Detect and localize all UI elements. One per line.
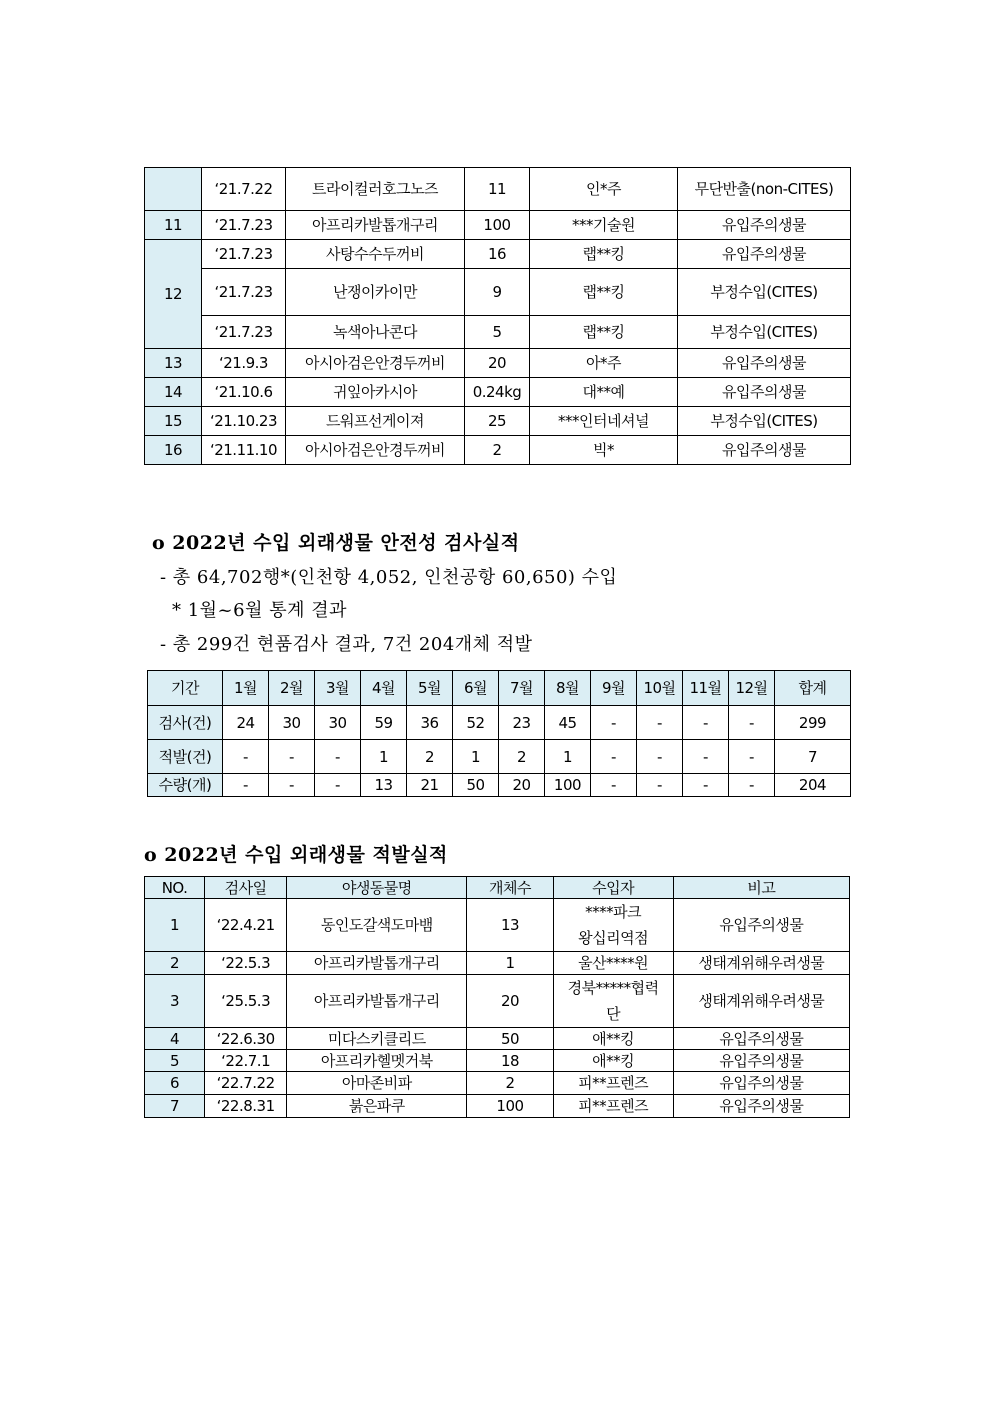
header-month: 8월	[545, 671, 591, 706]
header-month: 10월	[637, 671, 683, 706]
cell-species: 아프리카발톱개구리	[287, 975, 467, 1028]
cell-importer: ***기술원	[530, 211, 678, 240]
cell-date: ‘22.5.3	[205, 952, 287, 975]
cell-date: ‘21.7.23	[202, 211, 286, 240]
cell-no: 7	[145, 1095, 205, 1118]
cell-species: 아프리카발톱개구리	[286, 211, 465, 240]
cell-value: -	[315, 740, 361, 774]
header-month: 11월	[683, 671, 729, 706]
table-row	[145, 378, 851, 407]
cell-no: 15	[145, 407, 202, 436]
cell-date: ‘21.9.3	[202, 349, 286, 378]
cell-qty: 2	[467, 1072, 553, 1095]
cell-value: -	[729, 774, 775, 797]
cell-value: 36	[407, 706, 453, 740]
cell-date: ‘21.7.23	[202, 316, 286, 349]
cell-note: 유입주의생물	[678, 436, 851, 465]
monthly-inspection-table	[147, 670, 851, 797]
cell-qty: 100	[467, 1095, 553, 1118]
cell-note: 유입주의생물	[678, 240, 851, 269]
table-row	[145, 1028, 850, 1050]
table-row	[148, 740, 851, 774]
cell-date: ‘21.11.10	[202, 436, 286, 465]
table-row	[145, 1095, 850, 1118]
cell-importer: 피**프렌즈	[553, 1095, 673, 1118]
cell-value: -	[637, 740, 683, 774]
header-period: 기간	[148, 671, 223, 706]
cell-qty: 18	[467, 1050, 553, 1072]
cell-qty: 5	[465, 316, 530, 349]
cell-value: -	[315, 774, 361, 797]
cell-species: 아시아검은안경두꺼비	[286, 349, 465, 378]
header-qty: 개체수	[467, 877, 553, 899]
bullet-footnote: * 1월~6월 통계 결과	[172, 600, 347, 621]
cell-value: -	[223, 740, 269, 774]
cell-date: ‘22.7.22	[205, 1072, 287, 1095]
cell-value: 13	[361, 774, 407, 797]
header-month: 1월	[223, 671, 269, 706]
table-row	[145, 899, 850, 952]
cell-value: -	[729, 706, 775, 740]
cell-note: 무단반출(non-CITES)	[678, 168, 851, 211]
cell-date: ‘21.10.23	[202, 407, 286, 436]
cell-note: 유입주의생물	[673, 1028, 849, 1050]
cell-value: -	[637, 706, 683, 740]
cell-date: ‘21.10.6	[202, 378, 286, 407]
section-heading-seizures: o 2022년 수입 외래생물 적발실적	[144, 844, 448, 866]
row-label: 검사(건)	[148, 706, 223, 740]
cell-note: 생태계위해우려생물	[673, 952, 849, 975]
cell-no: 16	[145, 436, 202, 465]
header-date: 검사일	[205, 877, 287, 899]
cell-importer: 아*주	[530, 349, 678, 378]
cell-no: 4	[145, 1028, 205, 1050]
cell-no: 14	[145, 378, 202, 407]
cell-species: 아프리카발톱개구리	[287, 952, 467, 975]
cell-total: 204	[775, 774, 851, 797]
cell-importer: 피**프렌즈	[553, 1072, 673, 1095]
cell-qty: 50	[467, 1028, 553, 1050]
cell-qty: 2	[465, 436, 530, 465]
cell-value: 23	[499, 706, 545, 740]
cell-value: 100	[545, 774, 591, 797]
cell-value: -	[637, 774, 683, 797]
table-row	[145, 952, 850, 975]
cell-importer: 랩**킹	[530, 316, 678, 349]
cell-qty: 16	[465, 240, 530, 269]
cell-qty: 1	[467, 952, 553, 975]
cell-value: 50	[453, 774, 499, 797]
cell-species: 트라이컬러호그노즈	[286, 168, 465, 211]
table-row	[145, 407, 851, 436]
cell-no: 6	[145, 1072, 205, 1095]
header-total: 합계	[775, 671, 851, 706]
cell-value: 1	[545, 740, 591, 774]
cell-note: 유입주의생물	[673, 1072, 849, 1095]
header-note: 비고	[673, 877, 849, 899]
header-month: 12월	[729, 671, 775, 706]
cell-value: -	[223, 774, 269, 797]
seizure-table-2021	[144, 167, 851, 465]
cell-value: 30	[315, 706, 361, 740]
cell-species: 난쟁이카이만	[286, 269, 465, 316]
cell-value: -	[591, 774, 637, 797]
cell-value: 20	[499, 774, 545, 797]
cell-value: 52	[453, 706, 499, 740]
header-month: 2월	[269, 671, 315, 706]
cell-note: 부정수입(CITES)	[678, 316, 851, 349]
row-label: 수량(개)	[148, 774, 223, 797]
cell-value: -	[683, 774, 729, 797]
cell-no	[145, 168, 202, 211]
table-row	[145, 240, 851, 269]
cell-value: -	[729, 740, 775, 774]
cell-note: 유입주의생물	[678, 378, 851, 407]
cell-note: 유입주의생물	[673, 1095, 849, 1118]
header-month: 7월	[499, 671, 545, 706]
cell-value: -	[269, 740, 315, 774]
cell-importer: ****파크 왕십리역점	[553, 899, 673, 952]
header-month: 3월	[315, 671, 361, 706]
cell-no: 11	[145, 211, 202, 240]
cell-date: ‘22.4.21	[205, 899, 287, 952]
table-row	[145, 269, 851, 316]
cell-importer: 대**예	[530, 378, 678, 407]
cell-importer: 애**킹	[553, 1050, 673, 1072]
cell-no: 1	[145, 899, 205, 952]
cell-date: ‘22.7.1	[205, 1050, 287, 1072]
table-row	[148, 706, 851, 740]
cell-species: 아마존비파	[287, 1072, 467, 1095]
cell-date: ‘21.7.22	[202, 168, 286, 211]
cell-date: ‘21.7.23	[202, 269, 286, 316]
cell-species: 미다스키클리드	[287, 1028, 467, 1050]
cell-total: 299	[775, 706, 851, 740]
header-importer: 수입자	[553, 877, 673, 899]
cell-importer: 인*주	[530, 168, 678, 211]
table-header-row	[148, 671, 851, 706]
cell-qty: 20	[467, 975, 553, 1028]
table-row	[145, 349, 851, 378]
cell-no: 3	[145, 975, 205, 1028]
cell-value: -	[269, 774, 315, 797]
cell-value: 21	[407, 774, 453, 797]
header-no: NO.	[145, 877, 205, 899]
bullet-total-imports: - 총 64,702행*(인천항 4,052, 인천공항 60,650) 수입	[160, 567, 618, 588]
row-label: 적발(건)	[148, 740, 223, 774]
table-row	[145, 975, 850, 1028]
cell-qty: 13	[467, 899, 553, 952]
cell-qty: 11	[465, 168, 530, 211]
cell-note: 유입주의생물	[678, 211, 851, 240]
cell-species: 아프리카헬멧거북	[287, 1050, 467, 1072]
table-row	[145, 1050, 850, 1072]
cell-species: 녹색아나콘다	[286, 316, 465, 349]
header-month: 5월	[407, 671, 453, 706]
cell-no: 2	[145, 952, 205, 975]
header-species: 야생동물명	[287, 877, 467, 899]
cell-note: 유입주의생물	[673, 1050, 849, 1072]
cell-note: 생태계위해우려생물	[673, 975, 849, 1028]
cell-importer: 경북*****협력 단	[553, 975, 673, 1028]
cell-species: 아시아검은안경두꺼비	[286, 436, 465, 465]
table-header-row	[145, 877, 850, 899]
cell-qty: 20	[465, 349, 530, 378]
cell-date: ‘21.7.23	[202, 240, 286, 269]
cell-species: 사탕수수두꺼비	[286, 240, 465, 269]
cell-species: 귀잎아카시아	[286, 378, 465, 407]
cell-value: -	[591, 740, 637, 774]
cell-note: 유입주의생물	[673, 899, 849, 952]
cell-species: 동인도갈색도마뱀	[287, 899, 467, 952]
cell-importer: 랩**킹	[530, 240, 678, 269]
cell-species: 드워프선게이져	[286, 407, 465, 436]
cell-note: 부정수입(CITES)	[678, 269, 851, 316]
cell-note: 부정수입(CITES)	[678, 407, 851, 436]
cell-no: 5	[145, 1050, 205, 1072]
cell-value: 1	[361, 740, 407, 774]
cell-no: 12	[145, 240, 202, 349]
cell-value: 24	[223, 706, 269, 740]
header-month: 6월	[453, 671, 499, 706]
cell-value: 2	[499, 740, 545, 774]
seizure-table-2022	[144, 876, 850, 1118]
table-row	[145, 1072, 850, 1095]
cell-value: -	[683, 706, 729, 740]
table-row	[145, 168, 851, 211]
cell-value: 2	[407, 740, 453, 774]
cell-total: 7	[775, 740, 851, 774]
cell-date: ‘25.5.3	[205, 975, 287, 1028]
cell-qty: 100	[465, 211, 530, 240]
cell-value: -	[591, 706, 637, 740]
section-heading-inspection: o 2022년 수입 외래생물 안전성 검사실적	[152, 532, 520, 554]
bullet-inspection-result: - 총 299건 현품검사 결과, 7건 204개체 적발	[160, 634, 533, 655]
cell-importer: ***인터네셔널	[530, 407, 678, 436]
header-month: 4월	[361, 671, 407, 706]
cell-date: ‘22.6.30	[205, 1028, 287, 1050]
cell-value: 59	[361, 706, 407, 740]
cell-value: -	[683, 740, 729, 774]
cell-importer: 울산****원	[553, 952, 673, 975]
cell-value: 30	[269, 706, 315, 740]
header-month: 9월	[591, 671, 637, 706]
cell-qty: 0.24kg	[465, 378, 530, 407]
cell-qty: 25	[465, 407, 530, 436]
cell-date: ‘22.8.31	[205, 1095, 287, 1118]
cell-qty: 9	[465, 269, 530, 316]
cell-species: 붉은파쿠	[287, 1095, 467, 1118]
cell-no: 13	[145, 349, 202, 378]
table-row	[148, 774, 851, 797]
table-row	[145, 316, 851, 349]
cell-importer: 랩**킹	[530, 269, 678, 316]
cell-value: 45	[545, 706, 591, 740]
cell-importer: 애**킹	[553, 1028, 673, 1050]
cell-importer: 빅*	[530, 436, 678, 465]
table-row	[145, 436, 851, 465]
cell-note: 유입주의생물	[678, 349, 851, 378]
table-row	[145, 211, 851, 240]
cell-value: 1	[453, 740, 499, 774]
